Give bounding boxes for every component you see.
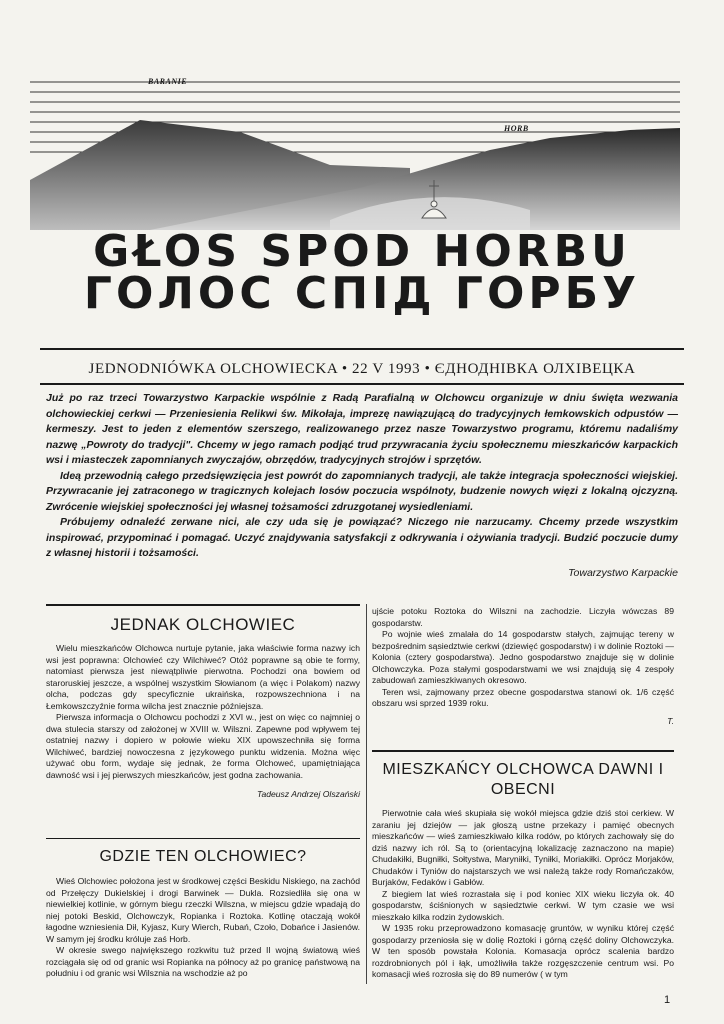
mountain-landscape-image [30,70,680,230]
column-divider [366,604,367,984]
title-cyrillic: ГОЛОС СПІД ГОРБУ [83,268,641,319]
dateline: JEDNODNIÓWKA OLCHOWIECKA • 22 V 1993 • ЄДНОДНІВКА ОЛХІВЕЦКА [88,361,636,377]
article-paragraph: W 1935 roku przeprowadzono komasację gruntów, w wyniku której część gospodarzy przeniosła się w dolię Roztoki i górną część doliny Olchowczyka. W ten sposób powstała Kolonia. Komasacja oprócz scalenia bardzo rozdrobnionych pól i łąk, umożliwiła także rozgęszczenie centrum wsi. Po komasacji wieś rozrosła się do 89 numerów ( w tym [372,923,674,979]
intro-paragraph: Już po raz trzeci Towarzystwo Karpackie wspólnie z Radą Parafialną w Olchowcu organizuje w dniu święta wezwania olchowieckiej cerkwi — Przeniesienia Relikwi św. Mikołaja, imprezę nawiązującą do tradycyjnych łemkowskich odpustów — kermeszy. Jest to jeden z elementów szerszego, realizowanego przez nasze Towarzystwo programu, któremu nadaliśmy nazwę „Powroty do tradycji". Chcemy w jego ramach podjąć trud przywracania życiu społecznemu mieszkańców karpackich wsi i miasteczek zapomnianych zwyczajów, obrzędów, tradycyjnych strojów i sprzętów. [46,392,678,466]
page-number: 1 [664,994,671,1006]
article-paragraph: Z biegiem lat wieś rozrastała się i pod koniec XIX wieku liczyła ok. 40 gospodarstw, ściśnionych w sąsiedztwie cerkwi. W tym czasie we wsi mieszkało kilka rodzin żydowskich. [372,888,674,922]
article-title: GDZIE TEN OLCHOWIEC? [99,848,307,865]
article-paragraph: ujście potoku Roztoka do Wilszni na zachodzie. Liczyła wówczas 89 gospodarstw. [372,606,674,628]
article-continuation [372,606,674,727]
label-baranie: BARANIE [148,77,188,86]
intro-paragraph: Ideą przewodnią całego przedsięwzięcia jest powrót do zapomnianych tradycji, ale także integracja społeczności wiejskiej. Przywracanie jej zatraconego w tragicznych kolejach losów poczucia wspólnoty, budzenie nowych więzi z lokalną ojczyzną. Zwrócenie wiejskiej społeczności jej własnej tożsamości zdruzgotanej wysiedleniami. [46,469,678,513]
article-mieszkancy [372,760,674,981]
intro-section [46,391,678,581]
article-gdzie-ten-olchowiec [46,846,360,980]
article-paragraph: Wielu mieszkańców Olchowca nurtuje pytanie, jaka właściwie forma nazwy ich wsi jest poprawna: Olchowieć czy Wilchiweć? Otóż poprawne są obie te formy, natomiast pierwsza jest niewątpliwie pierwotna. Pochodzi ona bowiem od staroruskiej jeszcze, a wspólnej wszystkim Słowianom (a więc i Polakom) nazwy olcha, podczas gdy specyficznie ukraińska, rozpowszechniona i na Łemkowszczyźnie forma wilcha jest znacznie późniejsza. [46,643,360,711]
article-paragraph: Teren wsi, zajmowany przez obecne gospodarstwa stanowi ok. 1/6 część obszaru wsi sprzed 1939 roku. [372,686,674,708]
left-column-rule [46,604,360,606]
article-title: MIESZKAŃCY OLCHOWCA DAWNI I OBECNI [382,761,664,798]
article-author: Tadeusz Andrzej Olszański [256,789,360,799]
intro-signature: Towarzystwo Karpackie [568,566,678,579]
article-paragraph: Pierwsza informacja o Olchowcu pochodzi z XVI w., jest on więc co najmniej o dwa stulecia starszy od założonej w XVIII w. Wilszni. Zapewne pod wpływem tej ostatniej nazwy i dopiero w połowie wieku XIX upowszechniła się forma Wilchiweć, bardziej nowoczesna z językowego punktu widzenia. Można więc używać obu form, wydaje się jednak, że forma Olchoweć, upamiętniająca dawność wsi i jej pierwszych mieszkańców, jest godna zachowania. [46,712,360,780]
article-title: JEDNAK OLCHOWIEC [110,615,296,634]
right-column-rule [372,750,674,752]
title-polish: GŁOS SPOD HORBU [93,226,631,277]
intro-paragraph: Próbujemy odnaleźć zerwane nici, ale czy uda się je powiązać? Niczego nie narzucamy. Chcemy przede wszystkim inspirować, przypominać i pomagać. Uczyć znajdywania satysfakcji z odkrywania i ożywiania tradycji. Budzić poczucie dumy z własnej historii i tożsamości. [46,516,678,559]
article-paragraph: Po wojnie wieś zmalała do 14 gospodarstw stałych, zajmując tereny w bezpośrednim sąsiedztwie cerkwi (dziewięć gospodarstw) i w dolinie Roztoki — Kolonia (cztery gospodarstwa). Jedno gospodarstwo znajduje się w dolinie Olchowczyka. Poza stałymi gospodarstwami we wsi znajdują się 4 zespoły zabudowań zamieszkiwanych okresowo. [372,629,674,685]
article-paragraph: W okresie swego największego rozkwitu tuż przed II wojną światową wieś rozciągała się od od granic wsi Ropianka na północy aż po granicę państwową na południu i od granic wsi Wilsznia na wschodzie aż po [46,945,360,978]
article-separator [46,838,360,839]
masthead-rule-top [40,348,684,350]
article-paragraph: Pierwotnie cała wieś skupiała się wokół miejsca gdzie dziś stoi cerkiew. W zaraniu jej dziejów — jak głoszą ustne przekazy i pamięć obecnych mieszkańców — wieś zamieszkiwało kilka rodów, po których zachowały się do dziś nazwy ich ról. Są to (orientacyjną lokalizację zaznaczono na mapie) Chudakiłki, Bugniłki, Sołtystwa, Maryniłki, Tyniłki, Moriakiłki. Oprócz Morjaków, Chudaków i Tyniów do najstarszych we wsi należą także rody Romańczaków, Burjaków, Fedaków i Gabłów. [372,808,674,887]
header-illustration [30,70,680,230]
masthead-rule-bottom [40,383,684,385]
article-jednak-olchowiec [46,614,360,801]
article-paragraph: Wieś Olchowiec położona jest w środkowej części Beskidu Niskiego, na zachód od Przełęczy Dukielskiej i drogi Barwinek — Dukla. Rozsiedliła się ona w niewielkiej kotlinie, w górnym biegu rzeczki Wilszna, w miejscu gdzie wpadają do niej potoki Beskid, Olchowczyk, Ropianka i Roztoka. Kotlinę otaczają wokół łagodne wzniesienia Dił, Kyjasz, Kury Wierch, Rubań, Czoło, Dobańce i Jasienów. W samym jej środku króluje zaś Horb. [46,876,360,944]
label-horb: HORB [504,124,529,133]
article-author: T. [667,715,674,726]
